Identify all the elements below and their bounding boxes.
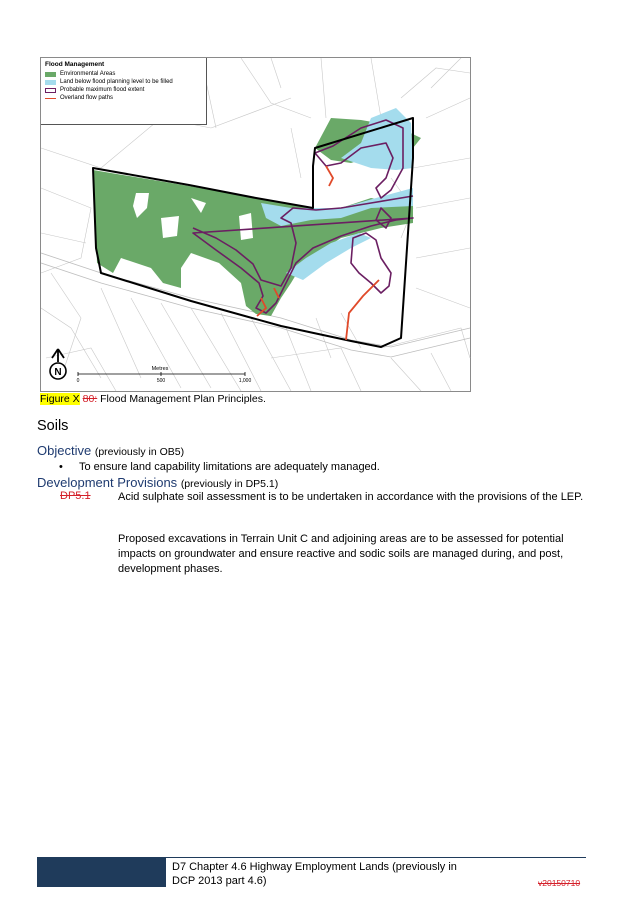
scale-tick-label: 500: [156, 378, 166, 384]
deleted-provision-code: DP5.1: [60, 490, 91, 502]
scale-tick-label: 0: [76, 378, 80, 384]
provisions-heading: [37, 475, 278, 490]
provisions-note: (previously in DP5.1): [180, 478, 279, 490]
caption-text: Flood Management Plan Principles.: [100, 393, 266, 405]
provisions-heading-text: Development Provisions: [37, 475, 178, 490]
footer-version: v20150710: [538, 878, 581, 888]
blue-swatch-icon: [45, 80, 56, 85]
legend-item-environmental-areas: [45, 70, 202, 78]
map-legend: [41, 58, 207, 125]
scale-unit-label: Metres: [151, 366, 169, 372]
legend-label: Overland flow paths: [60, 94, 114, 101]
legend-item-fill-land: [45, 78, 202, 86]
provision-paragraph: Proposed excavations in Terrain Unit C and adjoining areas are to be assessed for potential impacts on groundwater and ensure reactive and sodic soils are managed during, and post, development phases.: [118, 533, 564, 575]
red-line-swatch-icon: [45, 98, 56, 99]
provision-paragraph: Acid sulphate soil assessment is to be undertaken in accordance with the provisions of the LEP.: [118, 491, 584, 503]
deleted-figure-number: 80:: [82, 393, 98, 405]
legend-label: Probable maximum flood extent: [60, 86, 145, 93]
scale-bar: [57, 351, 252, 387]
legend-item-flood-extent: [45, 86, 202, 94]
purple-outline-swatch-icon: [45, 88, 56, 93]
legend-item-overland-flow: [45, 94, 202, 102]
scale-tick-label: 1,000: [238, 378, 252, 384]
green-swatch-icon: [45, 72, 56, 77]
figure-label: Figure X: [40, 393, 80, 405]
footer-rule: [166, 857, 586, 858]
bullet-icon: •: [59, 461, 63, 473]
bullet-text: To ensure land capability limitations are adequately managed.: [79, 461, 380, 473]
objective-note: (previously in OB5): [94, 446, 185, 458]
footer-title: D7 Chapter 4.6 Highway Employment Lands (previously in DCP 2013 part 4.6): [172, 861, 457, 887]
figure-caption: [40, 393, 266, 405]
section-title: Soils: [37, 418, 69, 434]
legend-label: Land below flood planning level to be filled: [60, 78, 173, 85]
flood-management-map: [40, 57, 471, 392]
legend-title: Flood Management: [45, 61, 105, 68]
north-label: N: [54, 367, 62, 378]
objective-heading: [37, 443, 184, 458]
legend-label: Environmental Areas: [60, 70, 116, 77]
footer-color-block: [37, 857, 166, 887]
objective-heading-text: Objective: [37, 443, 92, 458]
